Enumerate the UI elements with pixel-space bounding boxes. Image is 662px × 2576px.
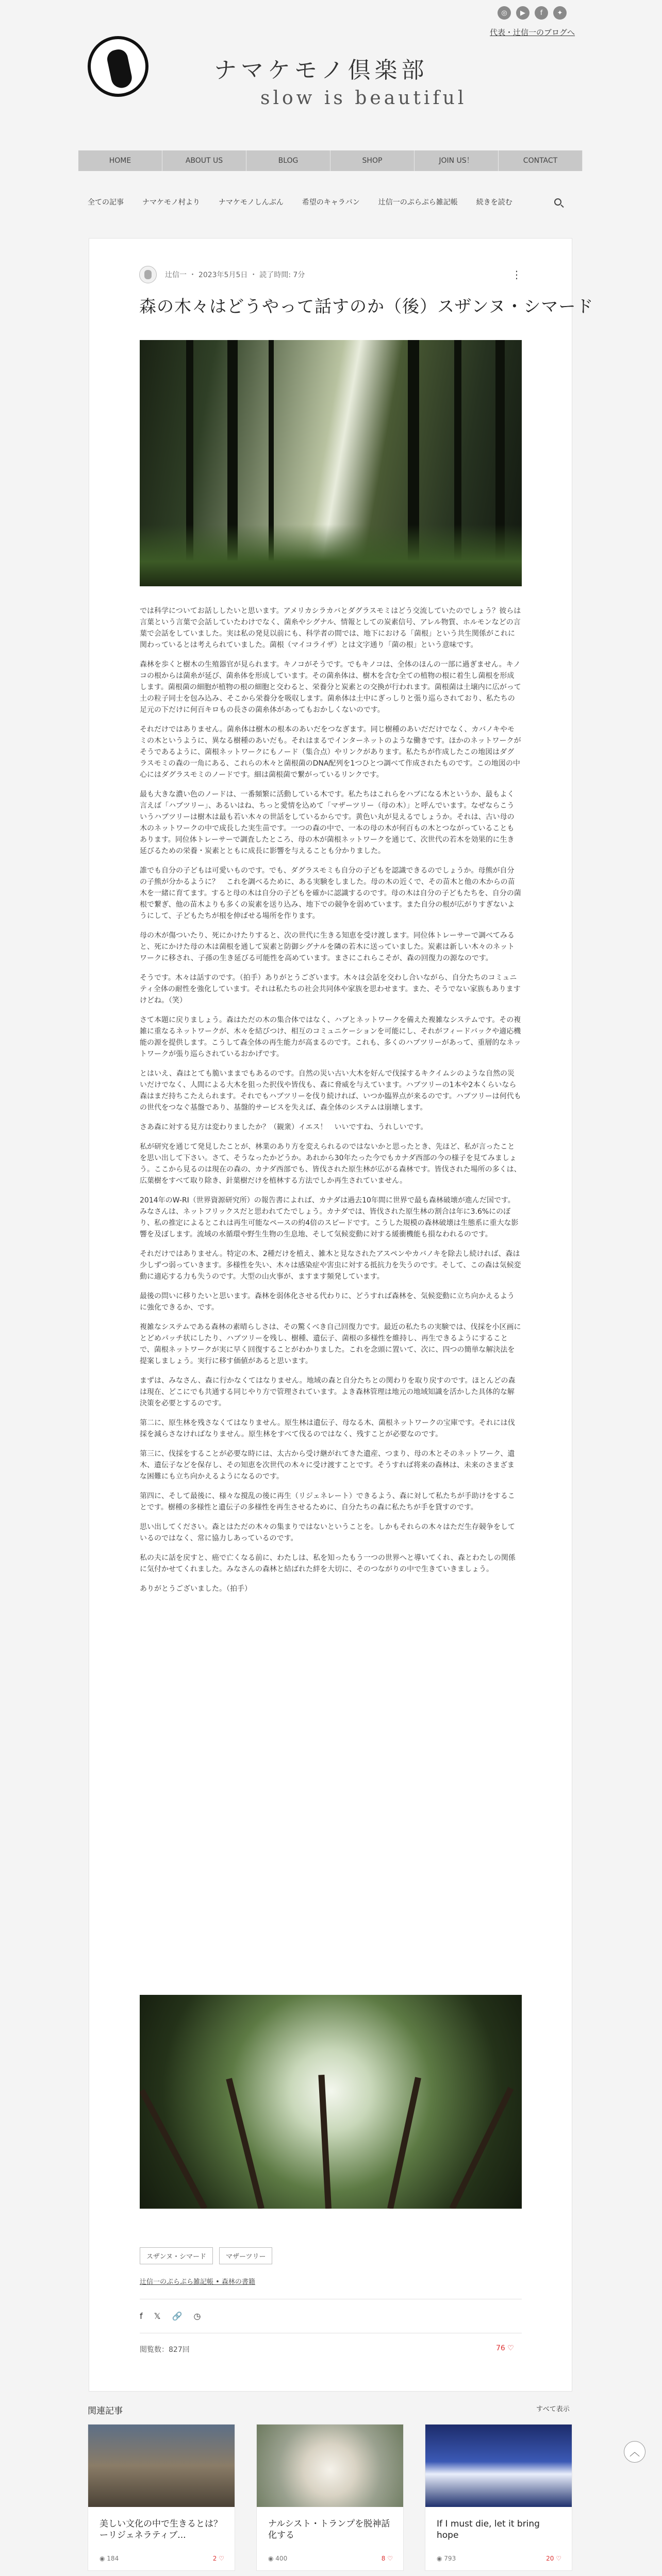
facebook-icon[interactable]: f	[535, 6, 548, 20]
forest-photo	[140, 340, 522, 586]
paragraph: 私の夫に話を戻すと、癌で亡くなる前に、わたしは、私を知ったもう一つの世界へと導いてくれ、森とわたしの関係に気付かせてくれました。みなさんの森林と結ばれた絆を大切に、そのつながりの中で生きていきましょう。	[140, 1554, 516, 1573]
paragraph: それだけではありません。菌糸体は樹木の根本のあいだをつなぎます。同じ樹種のあいだだけでなく、カバノキやモミの木というように、異なる樹種のあいだも。それはまるでインターネットのような働きです。ほかのネットワークがそうであるように、菌根ネットワークにもノード（集合点）やリンクがあります。私たちが作成したこの地図はダグラスモミの森の一角にある、これらの木々と菌根菌のDNA配列を1つひとつ調べて作成されたものです。この地図の中心にはダグラスモミのノードです。細は菌根菌で繋がっているリンクです。	[140, 725, 521, 779]
paragraph: 私が研究を通じて発見したことが、林業のあり方を変えられるのではないかと思ったとき、先ほど、私が言ったことを思い出して下さい。さて、そうなったかどうか。あれから30年たった今でもカナダ西部の今の様子を見てみましょう。ここから見るのは現在の森の、カナダ西部でも、皆伐された原生林が広がる森林です。皆伐された場所の多くは、広葉樹をすべて取り除き、針葉樹だけを植林する方法でしか再生されていません。	[140, 1143, 521, 1185]
paragraph: 最後の問いに移りたいと思います。森林を弱体化させる代わりに、どうすれば森林を、気候変動に立ち向かえるように強化できるか、です。	[140, 1292, 515, 1312]
tag[interactable]: マザーツリー	[219, 2247, 272, 2264]
related-title: 美しい文化の中で生きるとは？ーリジェネラティブ...	[100, 2519, 222, 2540]
category-notebook[interactable]: 辻信一のぷらぷら雑記帳	[378, 198, 458, 207]
paragraph: 思い出してください。森とはただの木々の集まりではないということを。しかもそれらの木々はただ生存競争をしているのではなく、常に協力しあっているのです。	[140, 1523, 515, 1543]
paragraph: とはいえ、森はとても脆いままでもあるのです。自然の災い古い大木を好んで伐採するキクイムシのような自然の災いだけでなく、人間による大木を狙った択伐や皆伐も、森に脅威を与えています。ハブツリーの1本や2本くらいなら森はまだ持ちこたえられます。それでもハブツリーを伐り続ければ、いつか臨界点が来るのです。ハブツリーは何代もの世代をつなぐ基盤であり、基盤的サービスを失えば、森全体のシステムは崩壊します。	[140, 1070, 521, 1112]
site-logo[interactable]	[88, 36, 148, 97]
nav-shop[interactable]: SHOP	[330, 150, 415, 171]
nav-blog[interactable]: BLOG	[246, 150, 330, 171]
twitter-icon[interactable]: ✦	[553, 6, 567, 20]
paragraph: 森林を歩くと樹木の生殖器官が見られます。キノコがそうです。でもキノコは、全体のほんの一部に過ぎません。キノコの根からは菌糸が延び、菌糸体を形成しています。その菌糸体は、樹木を含む全ての植物の根に着生し菌根を形成します。菌根菌の細胞が植物の根の細胞と交わると、栄養分と炭素との交換が行われます。菌根菌は土壌内に広がって土の粒子同士を包み込み、そこから栄養分を吸収します。菌糸体は土中にぎっしりと張り巡らされており、私たちの足元の下だけに何百キロもの長さの菌糸体があってもおかしくないのです。	[140, 660, 521, 714]
paragraph: さあ森に対する見方は変わりましたか？（観衆）イエス！ いいですね、うれしいです。	[140, 1123, 428, 1131]
related-card[interactable]	[88, 2424, 235, 2571]
related-views: ◉ 793	[437, 2555, 456, 2562]
related-card[interactable]	[425, 2424, 572, 2571]
site-title: ナマケモノ倶楽部	[214, 57, 428, 83]
paragraph: 複雑なシステムである森林の素晴らしさは、その驚くべき自己回復力です。最近の私たちの実験では、伐採を小区画にとどめパッチ状にしたり、ハブツリーを残し、樹種、遺伝子、菌根の多様性を維持し、再生できるようにすることで、菌根ネットワークが実に早く回復することがわかりました。これを念頭に置いて、次に、四つの簡単な解決法を提案しましょう。実行に移す価値があると思います。	[140, 1323, 521, 1365]
related-thumbnail	[88, 2425, 235, 2507]
category-more[interactable]: 続きを読む	[476, 198, 512, 207]
see-all-link[interactable]: すべて表示	[536, 2405, 570, 2413]
blog-link[interactable]: 代表・辻信一のブログへ	[490, 28, 575, 37]
category-village[interactable]: ナマケモノ村より	[142, 198, 200, 207]
post-tags	[140, 2247, 272, 2264]
post-meta: 辻信一 ・ 2023年5月5日 ・ 読了時間: 7分	[165, 271, 305, 279]
paragraph: そうです。木々は話すのです。（拍手）ありがとうございます。木々は会話を交わし合いながら、自分たちのコミュニティ全体の耐性を強化しています。それは私たちの社会共同体や家族を思わせます。また、そうでない家族もありますけどね。（笑）	[140, 974, 521, 1005]
nav-join[interactable]: JOIN US！	[415, 150, 499, 171]
paragraph: 第三に、伐採をすることが必要な時には、太古から受け継がれてきた遺産、つまり、母の木とそのネットワーク、遺木、遺伝子などを保存し、その知恵を次世代の木々に受け渡すことです。そうすれば将来の森林は、未来のさまざまな困難にも立ち向かえるようになるのです。	[140, 1450, 515, 1481]
paragraph: 最も大きな濃い色のノードは、一番頻繁に活動している木です。私たちはこれらをハブになる木というか、最もよく言えば「ハブツリー」、あるいはね、ちっと愛情を込めて「マザーツリー（母の木）」と呼んでいます。なぜならこういうハブツリーは樹木は最も若い木々の世話をしているからです。黄色い丸が見えるでしょうか。それは、古い母の木のネットワークの中で成長した実生苗です。一つの森の中で、一本の母の木が何百もの木とつながっていることもあります。同位体トレーサーで調査したところ、母の木が菌根ネットワークを通じて、次世代の若木を効果的に生き延びるための栄養・炭素とともに成長に影響を与えることも分かりました。	[140, 790, 515, 855]
paragraph: 2014年のW-RI（世界資源研究所）の報告書によれば、カナダは過去10年間に世界で最も森林破壊が進んだ国です。みなさんは、ネットフリックスだと思われてたでしょう。カナダでは、皆伐された原生林の割合は年に3.6%にのぼり、私の推定によるとこれは再生可能なペースの約4倍のスピードです。こうした規模の森林破壊は生態系に重大な影響を及ぼします。流域の水循環や野生生物の生息地、そして気候変動に対する緩衝機能も損なわれるのです。	[140, 1196, 519, 1239]
post-title: 森の木々はどうやって話すのか（後）スザンヌ・シマード	[139, 296, 594, 316]
tag[interactable]: スザンヌ・シマード	[140, 2247, 213, 2264]
post-date: 2023年5月5日	[198, 271, 248, 279]
scroll-top-button[interactable]: ︿	[624, 2441, 646, 2463]
facebook-icon[interactable]: f	[140, 2311, 143, 2321]
social-icons	[498, 6, 567, 20]
more-options-icon[interactable]: ⋮	[511, 268, 522, 281]
instagram-icon[interactable]: ◎	[498, 6, 511, 20]
paragraph: まずは、みなさん、森に行かなくてはなりません。地域の森と自分たちとの関わりを取り戻すのです。ほとんどの森は現在、どこにでも共通する同じやり方で管理されています。よき森林管理は地元の地域知識を活かした具体的な解決策を必要とするのです。	[140, 1377, 516, 1408]
related-card[interactable]	[256, 2424, 404, 2571]
related-heading: 関連記事	[88, 2406, 123, 2416]
category-bar	[88, 197, 512, 207]
paragraph: ありがとうございました。（拍手）	[140, 1585, 252, 1593]
related-views: ◉ 400	[268, 2555, 288, 2562]
related-title: If I must die, let it bring hope	[437, 2519, 540, 2540]
view-count: 閲覧数：827回	[140, 2346, 190, 2354]
paragraph: さて本題に戻りましょう。森はただの木の集合体ではなく、ハブとネットワークを備えた複雑なシステムです。その複雑に重なるネットワークが、木々を結びつけ、相互のコミュニケーションを可能にし、それがフィードバックや適応機能の源を提供します。こうして森全体の再生能力が高まるのです。これも、多くのハブツリーがあって、重層的なネットワークが張り巡らされているおかげです。	[140, 1016, 521, 1058]
link-icon[interactable]: 🔗	[172, 2311, 183, 2321]
paragraph: 母の木が傷ついたり、死にかけたりすると、次の世代に生きる知恵を受け渡します。同位体トレーサーで調べてみると、死にかけた母の木は菌根を通して炭素と防御シグナルを隣の若木に送っていました。炭素は新しい木々のネットワークに移され、子孫の生き延びる可能性を高めています。まさにこれらこそが、森の回復力の源なのです。	[140, 931, 515, 962]
related-thumbnail	[425, 2425, 572, 2507]
nav-about[interactable]: ABOUT US	[162, 150, 246, 171]
related-title: ナルシスト・トランプを脱神話化する	[268, 2519, 390, 2540]
post-body	[140, 605, 521, 1603]
paragraph: 第四に、そして最後に、様々な撹乱の後に再生（リジェネレート）できるよう、森に対して私たちが手助けをすることです。樹種の多様性と遺伝子の多様性を再生させるために、自分たちの森に私たちが手を貸すのです。	[140, 1492, 515, 1512]
youtube-icon[interactable]: ▶	[516, 6, 529, 20]
like-button[interactable]: 76 ♡	[496, 2344, 514, 2352]
share-bar	[140, 2311, 201, 2321]
canopy-photo	[140, 1995, 522, 2209]
category-all[interactable]: 全ての記事	[88, 198, 124, 207]
paragraph: 第二に、原生林を残さなくてはなりません。原生林は遺伝子、母なる木、菌根ネットワークの宝庫です。それには伐採を減らさなければなりません。原生林をすべて伐るのではなく、残すことが必要なのです。	[140, 1419, 515, 1438]
paragraph: それだけではありません。特定の木、2種だけを植え、雑木と見なされたアスペンやカバノキを除去し続ければ、森は少しずつ弱っていきます。多様性を失い、木々は感染症や害虫に対する抵抗力を失うのです。そして、この森は気候変動に適応する力も失うのです。大型の山火事が、ますます頻発しています。	[140, 1250, 521, 1281]
nav-home[interactable]: HOME	[78, 150, 162, 171]
x-icon[interactable]: 𝕏	[154, 2311, 161, 2321]
author-name[interactable]: 辻信一	[165, 271, 187, 279]
related-thumbnail	[257, 2425, 403, 2507]
site-subtitle: slow is beautiful	[260, 88, 467, 109]
category-caravan[interactable]: 希望のキャラバン	[302, 198, 360, 207]
author-avatar[interactable]	[139, 266, 157, 283]
like-count: 76	[496, 2344, 505, 2352]
search-icon[interactable]	[554, 198, 561, 206]
read-time: 読了時間: 7分	[259, 271, 305, 279]
related-likes: 8 ♡	[381, 2555, 393, 2562]
main-nav	[78, 150, 583, 171]
clock-icon[interactable]: ◷	[193, 2311, 201, 2321]
related-likes: 20 ♡	[546, 2555, 561, 2562]
related-views: ◉ 184	[100, 2555, 119, 2562]
category-newspaper[interactable]: ナマケモノしんぶん	[218, 198, 284, 207]
related-likes: 2 ♡	[212, 2555, 224, 2562]
nav-contact[interactable]: CONTACT	[499, 150, 583, 171]
post-category-links[interactable]: 辻信一のぷらぷら雑記帳 • 森林の書籍	[140, 2278, 255, 2286]
paragraph: 誰でも自分の子どもは可愛いものです。でも、ダグラスモミも自分の子どもを認識できるのでしょうか。母熊が自分の子熊が分かるように？ これを調べるために、ある実験をしました。母の木の近くで、その苗木と他の木からの苗木を一緒に育てます。すると母の木は自分の子どもを確かに認識するのです。母の木は自分の子どもたちを、自分の菌根で繋ぎ、他の苗木よりも多くの炭素を送り込み、地下での競争を弱めています。また自分の根が広がりすぎないようにして、子どもたちが根を伸ばせる場所を作ります。	[140, 867, 521, 920]
paragraph: では科学についてお話ししたいと思います。アメリカシラカバとダグラスモミはどう交流していたのでしょう？彼らは言葉という言葉で会話していたわけでなく、菌糸やシグナル、情報としての炭素信号、アレル物質、ホルモンなどの言葉で会話をしていました。実は私の発見以前にも、科学者の間では、地下における「菌根」という共生関係がこれに関わっているとは考えられていました。菌根（マイコライザ）とは文字通り「菌の根」という意味です。	[140, 607, 521, 649]
